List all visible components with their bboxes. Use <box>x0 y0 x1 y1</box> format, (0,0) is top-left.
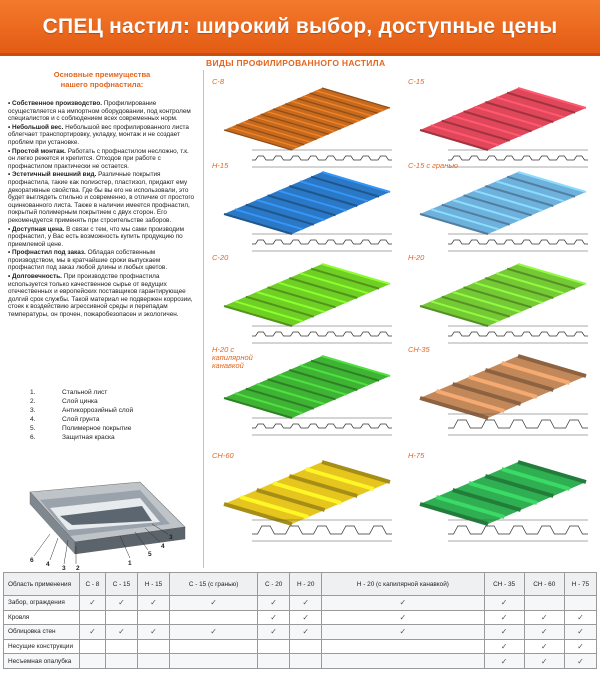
layer-name: Антикоррозийный слой <box>62 407 134 414</box>
bullet-icon: • <box>8 273 13 281</box>
table-cell <box>80 610 106 625</box>
layer-name: Стальной лист <box>62 389 108 396</box>
layer-item <box>30 424 200 433</box>
table-cell <box>524 654 564 669</box>
check-icon: ✓ <box>577 642 584 652</box>
advantage-heading: Эстетичный внешний вид. <box>12 171 97 179</box>
table-row <box>4 654 597 669</box>
check-icon: ✓ <box>540 656 548 666</box>
check-icon: ✓ <box>210 627 217 637</box>
check-icon: ✓ <box>399 612 407 622</box>
table-cell <box>137 639 169 654</box>
advantages-title: Основные преимущества нашего профнастила: <box>53 70 151 89</box>
advantage-text: Различные покрытия профнастила, такие как полиэстер, пластизол, придают ему декоративные свойства. Где бы вы его не использовали, это будет выглядеть стильно и современно, в отличие от простого оцинкованного листа. Также в наличии имеется профнастил, покрытый полимерным покрытием с двух сторон. Его рекомендуется применять при строительстве заборов. <box>8 171 195 224</box>
advantage-item <box>8 249 196 272</box>
check-icon: ✓ <box>150 627 157 637</box>
table-cell <box>484 596 524 611</box>
table-cell <box>290 625 322 640</box>
bullet-icon: • <box>8 225 13 233</box>
profile-label: С-20 <box>212 253 229 262</box>
table-cell <box>105 610 137 625</box>
profile-label: С-15 с гранью <box>408 161 458 170</box>
layer-name: Защитная краска <box>62 434 115 441</box>
diagram-label: 3 <box>169 534 173 541</box>
check-icon: ✓ <box>540 627 548 637</box>
table-cell <box>80 625 106 640</box>
layer-name: Слой грунта <box>62 416 100 423</box>
check-icon: ✓ <box>500 642 508 652</box>
advantage-item <box>8 226 196 249</box>
table-cell <box>105 596 137 611</box>
row-label: Кровля <box>4 610 80 625</box>
row-label: Забор, ограждения <box>4 596 80 611</box>
diagram-label: 1 <box>128 560 132 567</box>
table-cell <box>564 639 596 654</box>
profile-label: Н-75 <box>408 451 425 460</box>
divider-line <box>203 70 204 568</box>
check-icon: ✓ <box>89 627 96 637</box>
table-header-cell: С - 15 <box>105 573 137 596</box>
table-cell <box>105 625 137 640</box>
check-icon: ✓ <box>270 612 277 622</box>
table-header-cell: С - 8 <box>80 573 106 596</box>
advantage-heading: Доступная цена. <box>12 225 65 233</box>
table-cell <box>524 639 564 654</box>
profile-label: Н-15 <box>212 161 229 170</box>
table-header-cell: Н - 20 <box>290 573 322 596</box>
layer-item <box>30 415 200 424</box>
advantage-text: Небольшой вес профилированного листа облегчает транспортировку, укладку, монтаж и не создает проблем при установке. <box>8 123 189 146</box>
header-banner <box>0 0 600 56</box>
check-icon: ✓ <box>577 612 584 622</box>
profile-sheet-icon <box>212 452 402 547</box>
check-icon: ✓ <box>540 612 548 622</box>
advantage-text: Профилирование осуществляется на импортном оборудовании, под контролем специалистов и с соблюдением всех современных норм. <box>8 100 191 123</box>
profile-label: Н-20 с капилярной канавкой <box>212 345 253 370</box>
check-icon: ✓ <box>399 627 407 637</box>
diagram-label: 2 <box>76 565 80 572</box>
table-cell <box>80 596 106 611</box>
table-cell <box>564 596 596 611</box>
profile-sheet-icon <box>408 452 598 547</box>
layers-list <box>30 388 200 442</box>
profile-panel <box>212 162 402 257</box>
bullet-icon: • <box>8 100 13 107</box>
table-cell <box>170 610 258 625</box>
table-corner: Область применения <box>4 573 80 596</box>
table-cell <box>484 639 524 654</box>
table-header-cell: СН - 60 <box>524 573 564 596</box>
profile-sheet-icon <box>408 346 598 441</box>
advantage-item <box>8 273 196 319</box>
advantage-item <box>8 171 196 224</box>
profile-label: С-15 <box>408 77 425 86</box>
layer-item <box>30 433 200 442</box>
diagram-label: 6 <box>30 557 34 564</box>
profile-sheet-icon <box>212 162 402 257</box>
table-cell <box>322 596 484 611</box>
check-icon: ✓ <box>270 627 277 637</box>
table-header-cell: Н - 15 <box>137 573 169 596</box>
profile-sheet-icon <box>212 254 402 349</box>
table-cell <box>564 625 596 640</box>
table-cell <box>290 610 322 625</box>
advantage-heading: Долговечность. <box>12 273 62 281</box>
profile-panel <box>212 254 402 349</box>
layer-item <box>30 388 200 397</box>
bullet-icon: • <box>8 123 13 131</box>
layer-number: 6. <box>30 434 36 441</box>
profile-panel <box>408 78 598 173</box>
table-cell <box>322 625 484 640</box>
table-cell <box>137 596 169 611</box>
table-cell <box>564 610 596 625</box>
table-cell <box>137 625 169 640</box>
advantage-text: При производстве профнастила используется только качественное сырье от ведущих отечественных и европейских поставщиков гарантирующее долгий срок службы. Такой материал не подвержен коррозии, стоек к воздействию агрессивной среды и перепадам температуры, он прочен, пожаробезопасен и экологичен. <box>8 273 193 319</box>
table-cell <box>258 639 290 654</box>
table-cell <box>322 654 484 669</box>
profile-panel <box>408 452 598 547</box>
check-icon: ✓ <box>302 598 310 608</box>
table-cell <box>137 610 169 625</box>
table-cell <box>484 625 524 640</box>
table-cell <box>524 610 564 625</box>
table-header-cell: Н - 20 (с капилярной канавкой) <box>322 573 484 596</box>
table-cell <box>484 654 524 669</box>
advantage-text: Работать с профнастилом несложно, т.к. он легко режется и крепится. Отходов при работе с профнастилом практически не остается. <box>8 147 189 170</box>
table-row <box>4 639 597 654</box>
page-title: СПЕЦ настил: широкий выбор, доступные цены <box>42 14 558 38</box>
profile-label: С-8 <box>212 77 225 86</box>
bullet-icon: • <box>8 171 13 179</box>
table-cell <box>484 610 524 625</box>
table-cell <box>105 654 137 669</box>
table-header-cell: С - 15 (с гранью) <box>170 573 258 596</box>
table-cell <box>80 654 106 669</box>
profile-panel <box>212 346 402 441</box>
advantage-item <box>8 124 196 147</box>
table-header-cell: Н - 75 <box>564 573 596 596</box>
check-icon: ✓ <box>500 627 508 637</box>
table-cell <box>258 610 290 625</box>
check-icon: ✓ <box>577 656 584 666</box>
check-icon: ✓ <box>150 598 157 608</box>
table-cell <box>524 596 564 611</box>
profile-panel <box>408 162 598 257</box>
table-cell <box>170 654 258 669</box>
table-cell <box>80 639 106 654</box>
profile-label: СН-60 <box>212 451 234 460</box>
bullet-icon: • <box>8 249 13 257</box>
table-header-cell: СН - 35 <box>484 573 524 596</box>
check-icon: ✓ <box>302 627 310 637</box>
table-cell <box>290 654 322 669</box>
check-icon: ✓ <box>210 598 217 608</box>
layer-item <box>30 397 200 406</box>
diagram-label: 3 <box>62 565 66 572</box>
profile-panel <box>212 452 402 547</box>
profile-panel <box>408 346 598 441</box>
table-cell <box>322 639 484 654</box>
table-row <box>4 610 597 625</box>
layer-number: 1. <box>30 389 36 396</box>
layer-number: 4. <box>30 416 36 423</box>
layer-name: Полимерное покрытие <box>62 425 132 432</box>
table-row <box>4 596 597 611</box>
profile-panel <box>408 254 598 349</box>
diagram-label: 4 <box>46 561 50 568</box>
table-cell <box>137 654 169 669</box>
application-table <box>3 572 597 669</box>
check-icon: ✓ <box>302 612 310 622</box>
table-cell <box>105 639 137 654</box>
advantage-heading: Простой монтаж. <box>12 147 66 155</box>
advantages-list <box>8 100 196 319</box>
types-title: ВИДЫ ПРОФИЛИРОВАННОГО НАСТИЛА <box>206 58 386 68</box>
advantage-heading: Небольшой вес. <box>12 123 64 131</box>
layer-number: 3. <box>30 407 36 414</box>
table-cell <box>258 625 290 640</box>
table-cell <box>258 654 290 669</box>
profile-panel <box>212 78 402 173</box>
profile-sheet-icon <box>408 254 598 349</box>
profile-sheet-icon <box>408 162 598 257</box>
advantage-heading: Профнастил под заказ. <box>12 249 86 257</box>
layer-diagram <box>20 472 190 572</box>
row-label: Несущие конструкции <box>4 639 80 654</box>
check-icon: ✓ <box>118 627 125 637</box>
bullet-icon: • <box>8 147 13 155</box>
table-cell <box>258 596 290 611</box>
check-icon: ✓ <box>89 598 96 608</box>
table-cell <box>170 639 258 654</box>
advantage-text: Обладая собственным производством, мы в кратчайшие сроки выпускаем профнастил под заказ любой длины и любых цветов. <box>8 249 168 272</box>
table-row <box>4 625 597 640</box>
table-header-cell: С - 20 <box>258 573 290 596</box>
table-cell <box>524 625 564 640</box>
check-icon: ✓ <box>577 627 584 637</box>
layer-item <box>30 406 200 415</box>
check-icon: ✓ <box>118 598 125 608</box>
check-icon: ✓ <box>270 598 277 608</box>
profile-label: СН-35 <box>408 345 430 354</box>
table-cell <box>170 625 258 640</box>
diagram-label: 4 <box>161 543 165 550</box>
table-cell <box>170 596 258 611</box>
check-icon: ✓ <box>500 656 508 666</box>
layer-name: Слой цинка <box>62 398 98 405</box>
layer-number: 2. <box>30 398 36 405</box>
profile-label: Н-20 <box>408 253 425 262</box>
table-cell <box>290 639 322 654</box>
advantage-text: В связи с тем, что мы сами производим профнастил, у Вас есть возможность купить продукцию по приемлемой цене. <box>8 225 184 248</box>
profile-sheet-icon <box>408 78 598 173</box>
advantage-item <box>8 100 196 123</box>
advantages-section <box>8 70 196 320</box>
row-label: Несъемная опалубка <box>4 654 80 669</box>
table-cell <box>322 610 484 625</box>
check-icon: ✓ <box>500 598 508 608</box>
advantage-heading: Собственное производство. <box>12 100 103 107</box>
profile-sheet-icon <box>212 78 402 173</box>
check-icon: ✓ <box>540 642 548 652</box>
layer-number: 5. <box>30 425 36 432</box>
table-cell <box>290 596 322 611</box>
check-icon: ✓ <box>500 612 508 622</box>
row-label: Облицовка стен <box>4 625 80 640</box>
check-icon: ✓ <box>399 598 407 608</box>
diagram-label: 5 <box>148 551 152 558</box>
advantage-item <box>8 148 196 171</box>
table-cell <box>564 654 596 669</box>
